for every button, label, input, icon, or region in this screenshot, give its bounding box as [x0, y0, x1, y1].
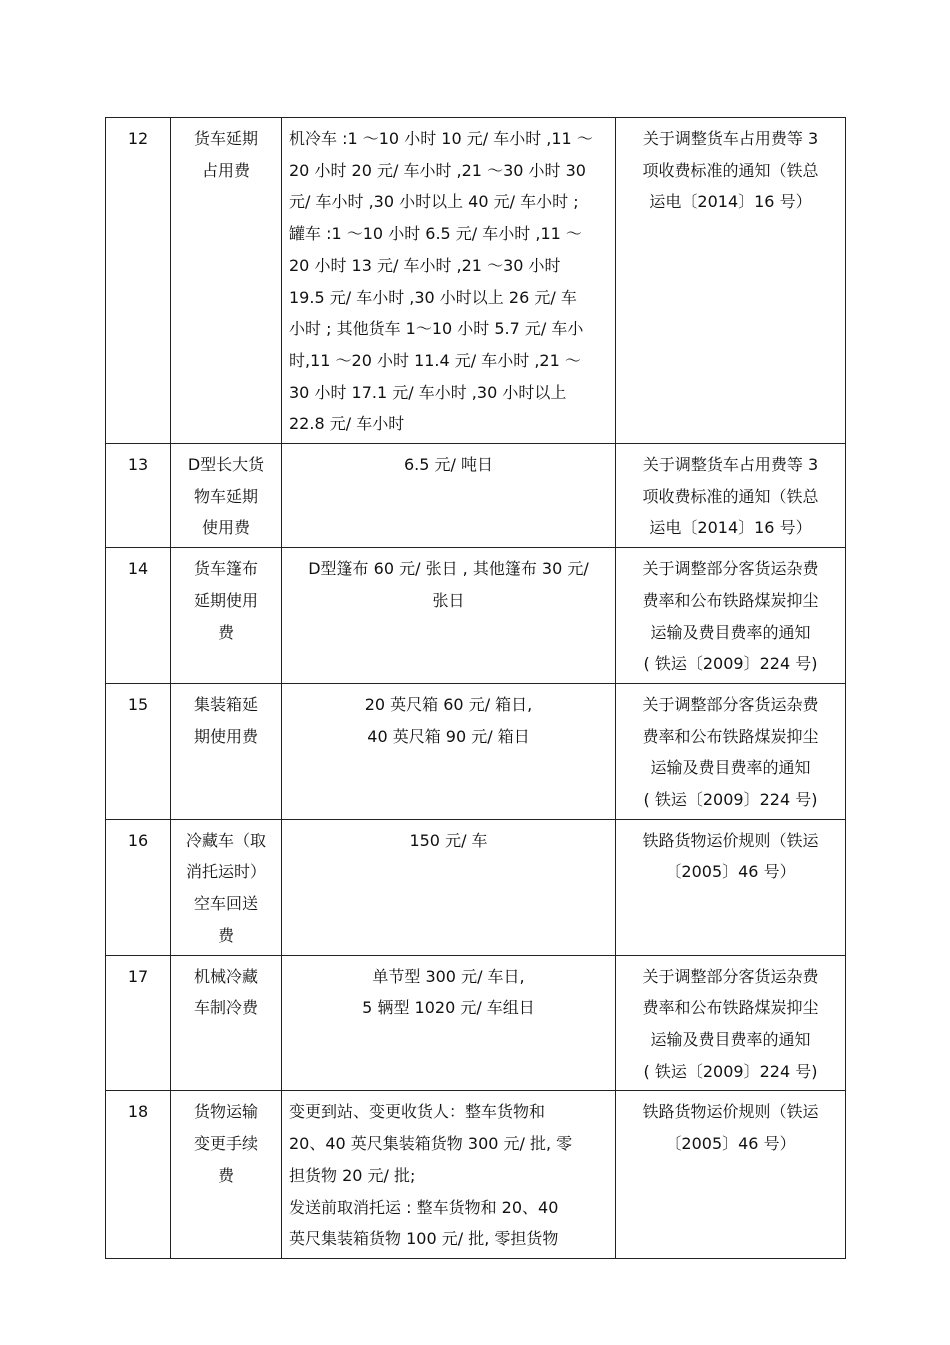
fee-standard-line: 担货物 20 元/ 批;	[289, 1165, 416, 1185]
fee-reference-line: 项收费标准的通知（铁总	[642, 486, 819, 506]
fee-standard-line: 元/ 车小时 ,30 小时以上 40 元/ 车小时 ;	[289, 192, 579, 212]
fee-standard	[282, 548, 616, 684]
fee-reference-line: 〔2005〕46 号）	[665, 862, 796, 882]
row-number: 13	[106, 444, 171, 548]
fee-standard-line: 19.5 元/ 车小时 ,30 小时以上 26 元/ 车	[289, 287, 577, 307]
fee-reference-line: 费率和公布铁路煤炭抑尘	[642, 590, 819, 610]
fee-reference-line: 关于调整货车占用费等 3	[642, 455, 819, 475]
fee-reference	[616, 955, 846, 1091]
fee-reference-line: 关于调整部分客货运杂费	[642, 694, 819, 714]
fee-name	[171, 118, 282, 444]
fee-reference-line: 项收费标准的通知（铁总	[642, 160, 819, 180]
fee-name	[171, 683, 282, 819]
fee-standard-line: 22.8 元/ 车小时	[289, 414, 405, 434]
fee-name-line: 费	[217, 622, 234, 642]
fee-reference	[616, 118, 846, 444]
fee-name-line: 车制冷费	[193, 998, 258, 1018]
fee-standard	[282, 955, 616, 1091]
fee-reference	[616, 1091, 846, 1259]
fee-standard	[282, 1091, 616, 1259]
table-row	[106, 548, 846, 684]
fee-standard	[282, 444, 616, 548]
fee-reference-line: 铁路货物运价规则（铁运	[642, 830, 819, 850]
fee-reference-line: ( 铁运〔2009〕224 号)	[643, 1061, 818, 1081]
row-number: 15	[106, 683, 171, 819]
fee-reference	[616, 683, 846, 819]
table-row	[106, 1091, 846, 1259]
fee-standard	[282, 683, 616, 819]
fee-standard-line: 时,11 ～20 小时 11.4 元/ 车小时 ,21 ～	[289, 350, 581, 370]
row-number: 12	[106, 118, 171, 444]
table-row	[106, 118, 846, 444]
fee-name-line: 物车延期	[193, 486, 258, 506]
fee-standard-line: 20 小时 20 元/ 车小时 ,21 ～30 小时 30	[289, 160, 586, 180]
fee-name-line: 延期使用	[193, 590, 258, 610]
fee-reference-line: 费率和公布铁路煤炭抑尘	[642, 998, 819, 1018]
fee-reference-line: 关于调整部分客货运杂费	[642, 966, 819, 986]
fee-standard-line: 小时 ; 其他货车 1～10 小时 5.7 元/ 车小	[289, 319, 584, 339]
fee-standard-line: 30 小时 17.1 元/ 车小时 ,30 小时以上	[289, 382, 567, 402]
fee-name-line: 冷藏车（取	[185, 830, 266, 850]
fee-reference	[616, 548, 846, 684]
fee-reference-line: 运输及费目费率的通知	[650, 758, 811, 778]
row-number: 16	[106, 819, 171, 955]
fee-standard-line: 150 元/ 车	[409, 830, 488, 850]
row-number: 18	[106, 1091, 171, 1259]
fee-standard-line: 40 英尺箱 90 元/ 箱日	[367, 726, 530, 746]
fee-table-body	[106, 118, 846, 1259]
fee-standard-line: 英尺集装箱货物 100 元/ 批, 零担货物	[289, 1229, 559, 1249]
fee-reference-line: 关于调整货车占用费等 3	[642, 129, 819, 148]
fee-name-line: 占用费	[201, 160, 250, 180]
fee-name-line: 变更手续	[193, 1134, 258, 1154]
table-row	[106, 819, 846, 955]
fee-standard-line: 发送前取消托运 : 整车货物和 20、40	[289, 1197, 559, 1217]
fee-name-line: 费	[217, 1165, 234, 1185]
fee-name-line: 消托运时）	[185, 862, 266, 882]
fee-reference-line: 运输及费目费率的通知	[650, 1029, 811, 1049]
fee-name-line: 机械冷藏	[193, 966, 258, 986]
fee-name	[171, 1091, 282, 1259]
fee-standard-line: 机冷车 :1 ～10 小时 10 元/ 车小时 ,11 ～	[289, 129, 593, 148]
fee-reference	[616, 444, 846, 548]
table-row	[106, 444, 846, 548]
fee-name-line: 使用费	[201, 518, 250, 538]
fee-name-line: 集装箱延	[193, 694, 258, 714]
fee-name-line: 期使用费	[193, 726, 258, 746]
fee-reference-line: 运电〔2014〕16 号）	[649, 518, 812, 538]
fee-standard-line: 20 英尺箱 60 元/ 箱日,	[364, 694, 533, 714]
fee-standard-line: 变更到站、变更收货人：整车货物和	[289, 1102, 546, 1122]
fee-standard-line: 20 小时 13 元/ 车小时 ,21 ～30 小时	[289, 255, 561, 275]
fee-reference-line: ( 铁运〔2009〕224 号)	[643, 654, 818, 674]
fee-name	[171, 819, 282, 955]
fee-standard-line: 罐车 :1 ～10 小时 6.5 元/ 车小时 ,11 ～	[289, 224, 582, 244]
fee-name-line: 货物运输	[193, 1102, 258, 1122]
fee-standard-line: D型篷布 60 元/ 张日 , 其他篷布 30 元/	[308, 559, 589, 579]
fee-name-line: 货车篷布	[193, 559, 258, 579]
fee-name	[171, 955, 282, 1091]
fee-standard	[282, 118, 616, 444]
fee-reference-line: ( 铁运〔2009〕224 号)	[643, 790, 818, 810]
fee-reference-line: 费率和公布铁路煤炭抑尘	[642, 726, 819, 746]
table-row	[106, 955, 846, 1091]
fee-standard-line: 6.5 元/ 吨日	[403, 455, 493, 475]
table-row	[106, 683, 846, 819]
fee-standard-line: 5 辆型 1020 元/ 车组日	[362, 998, 535, 1018]
fee-reference	[616, 819, 846, 955]
fee-standard-line: 单节型 300 元/ 车日,	[372, 966, 525, 986]
fee-standard-line: 张日	[432, 590, 465, 610]
row-number: 17	[106, 955, 171, 1091]
fee-reference-line: 关于调整部分客货运杂费	[642, 559, 819, 579]
fee-name-line: D型长大货	[187, 455, 265, 475]
row-number: 14	[106, 548, 171, 684]
fee-name	[171, 548, 282, 684]
fee-name-line: 空车回送	[193, 894, 258, 914]
fee-standard-line: 20、40 英尺集装箱货物 300 元/ 批, 零	[289, 1134, 573, 1154]
fee-name-line: 货车延期	[193, 129, 258, 148]
fee-reference-line: 〔2005〕46 号）	[665, 1134, 796, 1154]
fee-reference-line: 铁路货物运价规则（铁运	[642, 1102, 819, 1122]
fee-name-line: 费	[217, 925, 234, 945]
fee-table	[105, 117, 846, 1259]
fee-name	[171, 444, 282, 548]
fee-standard	[282, 819, 616, 955]
fee-reference-line: 运电〔2014〕16 号）	[649, 192, 812, 212]
fee-reference-line: 运输及费目费率的通知	[650, 622, 811, 642]
